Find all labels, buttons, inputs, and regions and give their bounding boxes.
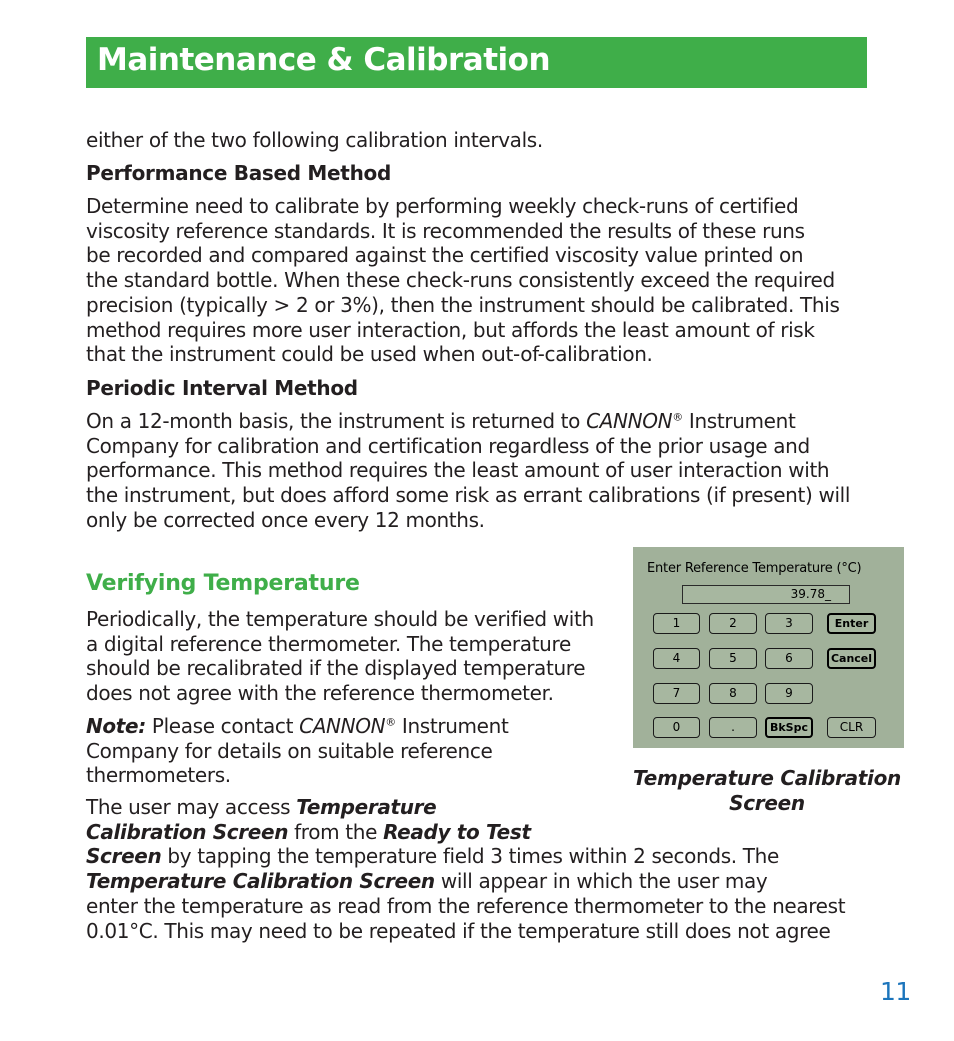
page-title: Maintenance & Calibration — [97, 42, 551, 78]
paragraph-line: Determine need to calibrate by performing weekly check-runs of certified — [86, 194, 799, 218]
clear-button[interactable]: CLR — [827, 717, 876, 738]
paragraph-line: be recorded and compared against the certified viscosity value printed on — [86, 243, 804, 268]
paragraph-line: precision (typically > 2 or 3%), then the instrument should be calibrated. This — [86, 292, 840, 317]
paragraph-line: does not agree with the reference thermometer. — [86, 681, 554, 706]
enter-button[interactable]: Enter — [827, 613, 876, 634]
screen-name-emphasis: Calibration Screen — [86, 819, 289, 844]
paragraph-line: Company for details on suitable reference — [86, 738, 493, 763]
key-3[interactable]: 3 — [765, 613, 813, 634]
cancel-button[interactable]: Cancel — [827, 648, 876, 669]
backspace-button[interactable]: BkSpc — [765, 717, 813, 738]
note-label: Note: — [86, 714, 146, 738]
text-run: by tapping the temperature field 3 times within 2 seconds. The — [161, 844, 779, 869]
text-run: Please contact — [145, 714, 300, 738]
text-run: from the — [288, 819, 384, 844]
key-9[interactable]: 9 — [765, 683, 813, 704]
text-run: On a 12-month basis, the instrument is returned to — [86, 409, 587, 433]
page-number: 11 — [880, 977, 911, 1006]
key-decimal[interactable]: . — [709, 717, 757, 738]
screen-name-emphasis: Temperature — [296, 795, 437, 819]
caption-line: Temperature Calibration — [633, 766, 901, 790]
paragraph-line — [86, 820, 531, 845]
paragraph-line — [86, 714, 508, 739]
verifying-temperature-heading: Verifying Temperature — [86, 571, 360, 596]
paragraph-line — [86, 795, 436, 820]
periodic-heading: Periodic Interval Method — [86, 376, 358, 400]
performance-heading: Performance Based Method — [86, 161, 391, 185]
section-header-banner — [86, 37, 867, 88]
paragraph-line: a digital reference thermometer. The temperature — [86, 631, 571, 656]
temperature-calibration-screen — [633, 547, 904, 748]
paragraph-line: 0.01°C. This may need to be repeated if the temperature still does not agree — [86, 918, 831, 943]
text-run: The user may access — [86, 795, 297, 819]
paragraph-line — [86, 844, 779, 869]
brand-name: CANNON — [586, 409, 673, 433]
key-7[interactable]: 7 — [653, 683, 700, 704]
paragraph-line: the standard bottle. When these check-runs consistently exceed the required — [86, 268, 835, 293]
screen-name-emphasis: Ready to Test — [383, 819, 531, 844]
caption-line: Screen — [729, 791, 805, 815]
intro-text: either of the two following calibration intervals. — [86, 128, 543, 152]
text-run: will appear in which the user may — [434, 869, 768, 894]
screen-name-emphasis: Screen — [86, 844, 162, 869]
paragraph-line: viscosity reference standards. It is recommended the results of these runs — [86, 218, 805, 243]
paragraph-line: should be recalibrated if the displayed temperature — [86, 656, 586, 681]
key-5[interactable]: 5 — [709, 648, 757, 669]
registered-mark: ® — [672, 410, 683, 424]
text-run: Instrument — [682, 409, 796, 433]
brand-name: CANNON — [299, 714, 386, 738]
paragraph-line: method requires more user interaction, but affords the least amount of risk — [86, 317, 815, 342]
text-run: Instrument — [395, 714, 509, 738]
screen-title: Enter Reference Temperature (°C) — [647, 561, 862, 576]
temperature-input[interactable]: 39.78_ — [682, 585, 850, 604]
key-4[interactable]: 4 — [653, 648, 700, 669]
key-6[interactable]: 6 — [765, 648, 813, 669]
key-0[interactable]: 0 — [653, 717, 700, 738]
paragraph-line: performance. This method requires the least amount of user interaction with — [86, 458, 830, 483]
key-2[interactable]: 2 — [709, 613, 757, 634]
registered-mark: ® — [385, 715, 396, 729]
paragraph-line: the instrument, but does afford some risk as errant calibrations (if present) will — [86, 483, 851, 508]
screen-name-emphasis: Temperature Calibration Screen — [86, 869, 435, 894]
paragraph-line: enter the temperature as read from the reference thermometer to the nearest — [86, 893, 846, 918]
key-1[interactable]: 1 — [653, 613, 700, 634]
paragraph-line: only be corrected once every 12 months. — [86, 507, 485, 532]
key-8[interactable]: 8 — [709, 683, 757, 704]
paragraph-line — [86, 869, 767, 894]
paragraph-line: that the instrument could be used when out-of-calibration. — [86, 342, 653, 367]
figure-caption — [604, 766, 930, 816]
paragraph-line: Company for calibration and certification regardless of the prior usage and — [86, 433, 810, 458]
paragraph-line: Periodically, the temperature should be verified with — [86, 607, 594, 631]
paragraph-line: thermometers. — [86, 763, 231, 788]
paragraph-line — [86, 409, 795, 434]
